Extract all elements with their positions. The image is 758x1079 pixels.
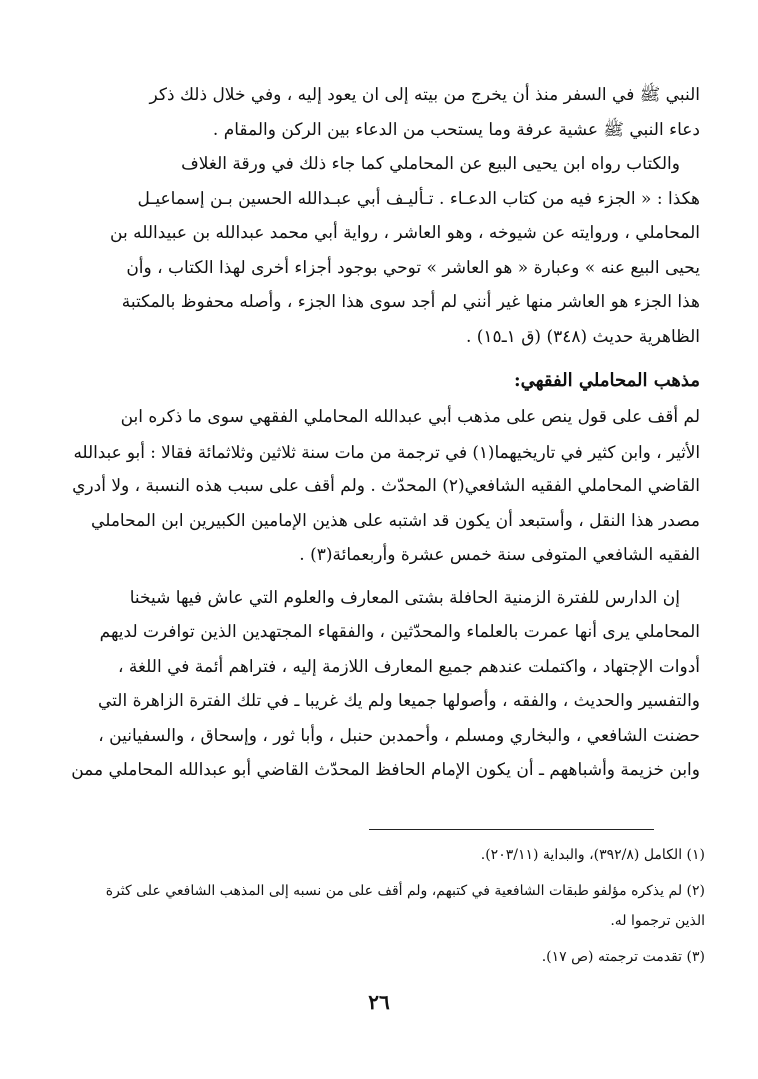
text-line: الأثير ، وابن كثير في تاريخيهما(١) في ترجمة من مات سنة ثلاثين وثلاثمائة فقالا : أبو عبدالله [73, 441, 700, 462]
paragraph [70, 581, 700, 788]
footnote: (٣) تقدمت ترجمته (ص ١٧). [541, 949, 705, 965]
text-line: إن الدارس للفترة الزمنية الحافلة بشتى المعارف والعلوم التي عاش فيها شيخنا [129, 587, 680, 608]
footnote: (١) الكامل (٣٩٢/٨)، والبداية (٢٠٣/١١). [480, 847, 705, 863]
main-text [70, 78, 700, 788]
paragraph [70, 400, 700, 573]
paragraph [70, 147, 700, 354]
text-line: وابن خزيمة وأشباههم ـ أن يكون الإمام الحافظ المحدّث القاضي أبو عبدالله المحاملي ممن [71, 760, 700, 780]
page-number: ٢٦ [368, 990, 390, 1014]
footnotes [95, 840, 705, 972]
text-line: الظاهرية حديث (٣٤٨) (ق ١ـ١٥) . [465, 326, 700, 347]
text-line: مصدر هذا النقل ، وأستبعد أن يكون قد اشتبه على هذين الإمامين الكبيرين ابن المحاملي [91, 510, 700, 531]
text-line: النبي ﷺ في السفر منذ أن يخرج من بيته إلى ان يعود إليه ، وفي خلال ذلك ذكر [149, 85, 700, 105]
text-line: المحاملي ، وروايته عن شيوخه ، وهو العاشر ، رواية أبي محمد عبدالله بن عبيدالله بن [110, 223, 700, 243]
section-heading: مذهب المحاملي الفقهي: [513, 370, 700, 391]
paragraph [70, 78, 700, 147]
text-line: والتفسير والحديث ، والفقه ، وأصولها جميعا ولم يك غريبا ـ في تلك الفترة الزاهرة التي [97, 691, 700, 711]
text-line: أدوات الإجتهاد ، واكتملت عندهم جميع المعارف اللازمة إليه ، فتراهم أئمة في اللغة ، [117, 656, 700, 677]
text-line: هكذا : « الجزء فيه من كتاب الدعـاء . تـأليـف أبي عبـدالله الحسين بـن إسماعيـل [137, 188, 700, 209]
footnote-separator [369, 829, 654, 830]
text-line: حضنت الشافعي ، والبخاري ومسلم ، وأحمدبن حنبل ، وأبا ثور ، وإسحاق ، والسفيانين ، [98, 725, 700, 746]
text-line: والكتاب رواه ابن يحيى البيع عن المحاملي كما جاء ذلك في ورقة الغلاف [181, 154, 680, 174]
text-line: دعاء النبي ﷺ عشية عرفة وما يستحب من الدعاء بين الركن والمقام . [212, 119, 700, 140]
text-line: لم أقف على قول ينص على مذهب أبي عبدالله المحاملي الفقهي سوى ما ذكره ابن [120, 407, 700, 427]
text-line: الفقيه الشافعي المتوفى سنة خمس عشرة وأربعمائة(٣) . [299, 545, 700, 565]
footnote: (٢) لم يذكره مؤلفو طبقات الشافعية في كتبهم، ولم أقف على من نسبه إلى المذهب الشافعي على كثرة [105, 883, 705, 899]
text-line: يحيى البيع عنه » وعبارة « هو العاشر » توحي بوجود أجزاء أخرى لهذا الكتاب ، وأن [126, 257, 700, 278]
text-line: هذا الجزء هو العاشر منها غير أنني لم أجد سوى هذا الجزء ، وأصله محفوظ بالمكتبة [121, 292, 700, 312]
text-line: القاضي المحاملي الفقيه الشافعي(٢) المحدّث . ولم أقف على سبب هذه النسبة ، ولا أدري [72, 476, 700, 496]
text-line: المحاملي يرى أنها عمرت بالعلماء والمحدّثين ، والفقهاء المجتهدين الذين توافرت لديهم [99, 622, 700, 642]
footnote-continuation: الذين ترجموا له. [610, 913, 705, 929]
